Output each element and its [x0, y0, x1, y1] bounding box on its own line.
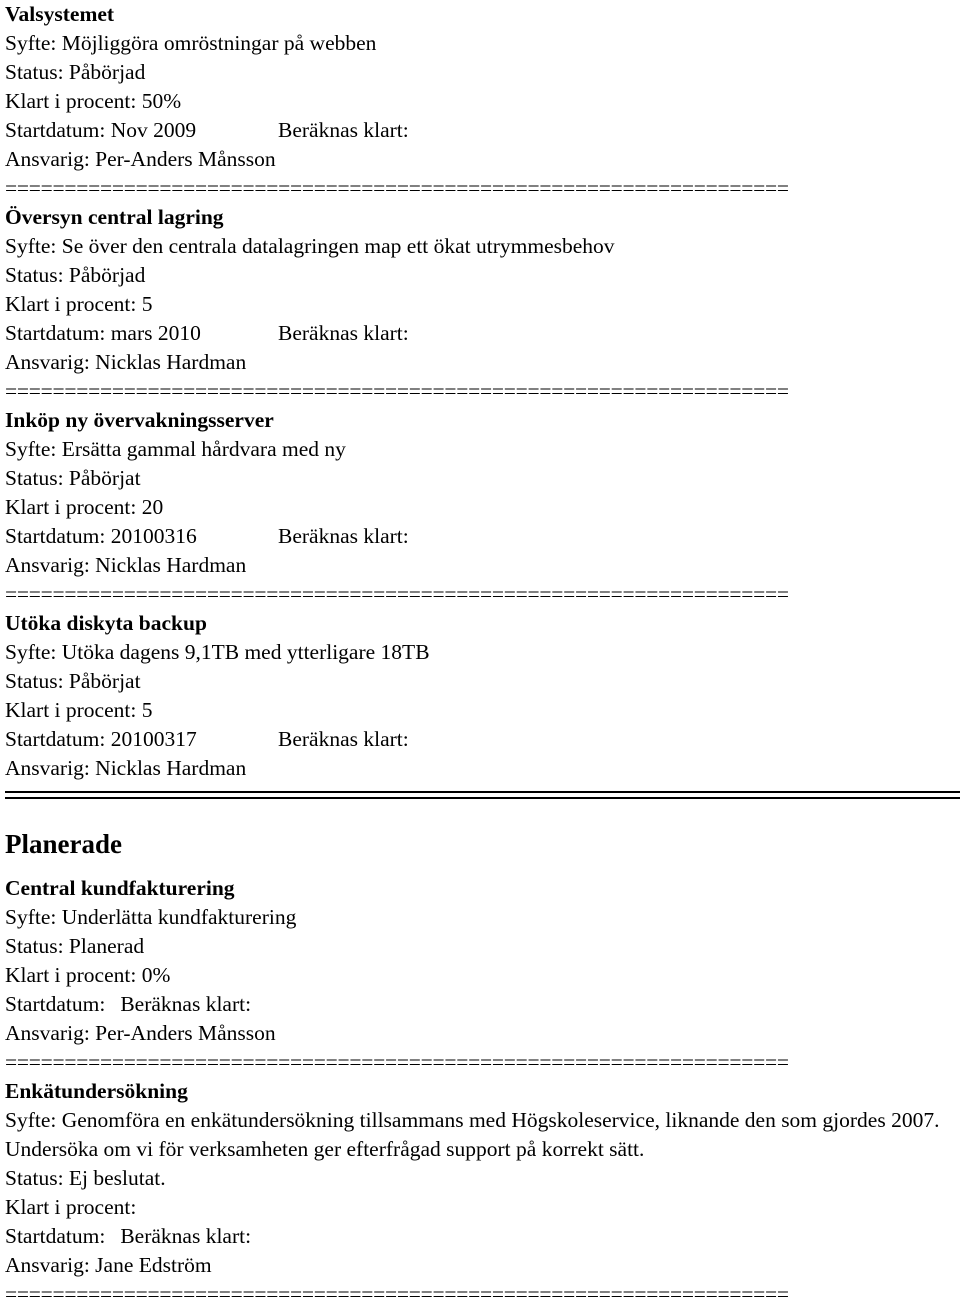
project-estimated: Beräknas klart: — [278, 727, 409, 751]
project-title: Inköp ny övervakningsserver — [5, 408, 274, 432]
project-start-date: Startdatum: 20100317 — [5, 727, 197, 751]
project-start-date: Startdatum: mars 2010 — [5, 321, 201, 345]
project-responsible: Ansvarig: Nicklas Hardman — [5, 553, 247, 577]
project-estimated: Beräknas klart: — [120, 992, 252, 1016]
project-block — [5, 0, 957, 174]
project-percent: Klart i procent: 5 — [5, 292, 153, 316]
project-purpose: Syfte: Utöka dagens 9,1TB med ytterligare 18TB — [5, 640, 430, 664]
project-dates — [5, 116, 957, 145]
project-dates — [5, 990, 957, 1019]
section-divider — [5, 791, 960, 799]
project-responsible: Ansvarig: Per-Anders Månsson — [5, 1021, 276, 1045]
project-block — [5, 609, 957, 783]
project-percent: Klart i procent: 20 — [5, 495, 164, 519]
project-estimated: Beräknas klart: — [278, 524, 409, 548]
project-title: Valsystemet — [5, 2, 115, 26]
project-status: Status: Påbörjat — [5, 669, 141, 693]
project-purpose: Syfte: Underlätta kundfakturering — [5, 905, 297, 929]
project-responsible: Ansvarig: Nicklas Hardman — [5, 350, 247, 374]
project-block — [5, 203, 957, 377]
project-percent: Klart i procent: 5 — [5, 698, 153, 722]
separator: ================================================================== — [5, 1050, 789, 1074]
project-block — [5, 406, 957, 580]
project-status: Status: Ej beslutat. — [5, 1166, 166, 1190]
separator: ================================================================== — [5, 379, 789, 403]
project-start-date: Startdatum: — [5, 992, 106, 1016]
project-block — [5, 1077, 957, 1280]
project-title: Utöka diskyta backup — [5, 611, 207, 635]
project-dates — [5, 1222, 957, 1251]
project-title: Enkätundersökning — [5, 1079, 188, 1103]
project-title: Översyn central lagring — [5, 205, 224, 229]
project-estimated: Beräknas klart: — [278, 321, 409, 345]
separator: ================================================================== — [5, 582, 789, 606]
project-start-date: Startdatum: — [5, 1224, 106, 1248]
project-start-date: Startdatum: Nov 2009 — [5, 118, 197, 142]
document — [5, 0, 957, 1309]
separator: ================================================================== — [5, 176, 789, 200]
project-start-date: Startdatum: 20100316 — [5, 524, 197, 548]
project-percent: Klart i procent: 50% — [5, 89, 182, 113]
project-estimated: Beräknas klart: — [120, 1224, 252, 1248]
project-purpose: Syfte: Se över den centrala datalagringen map ett ökat utrymmesbehov — [5, 234, 615, 258]
project-status: Status: Påbörjad — [5, 263, 146, 287]
project-dates — [5, 319, 957, 348]
project-purpose: Syfte: Möjliggöra omröstningar på webben — [5, 31, 377, 55]
project-dates — [5, 522, 957, 551]
project-responsible: Ansvarig: Nicklas Hardman — [5, 756, 247, 780]
project-responsible: Ansvarig: Per-Anders Månsson — [5, 147, 276, 171]
project-percent: Klart i procent: 0% — [5, 963, 171, 987]
project-status: Status: Planerad — [5, 934, 145, 958]
project-responsible: Ansvarig: Jane Edström — [5, 1253, 212, 1277]
project-dates — [5, 725, 957, 754]
project-estimated: Beräknas klart: — [278, 118, 409, 142]
project-status: Status: Påbörjat — [5, 466, 141, 490]
project-percent: Klart i procent: — [5, 1195, 137, 1219]
section-heading-planned: Planerade — [5, 829, 122, 859]
project-purpose: Syfte: Genomföra en enkätundersökning tillsammans med Högskoleservice, liknande den som gjordes 2007. Undersöka om vi för verksamheten ger efterfrågad support på korrekt sätt. — [5, 1108, 940, 1161]
project-block — [5, 874, 957, 1048]
project-title: Central kundfakturering — [5, 876, 235, 900]
project-status: Status: Påbörjad — [5, 60, 146, 84]
project-purpose: Syfte: Ersätta gammal hårdvara med ny — [5, 437, 346, 461]
separator: ================================================================== — [5, 1282, 789, 1306]
